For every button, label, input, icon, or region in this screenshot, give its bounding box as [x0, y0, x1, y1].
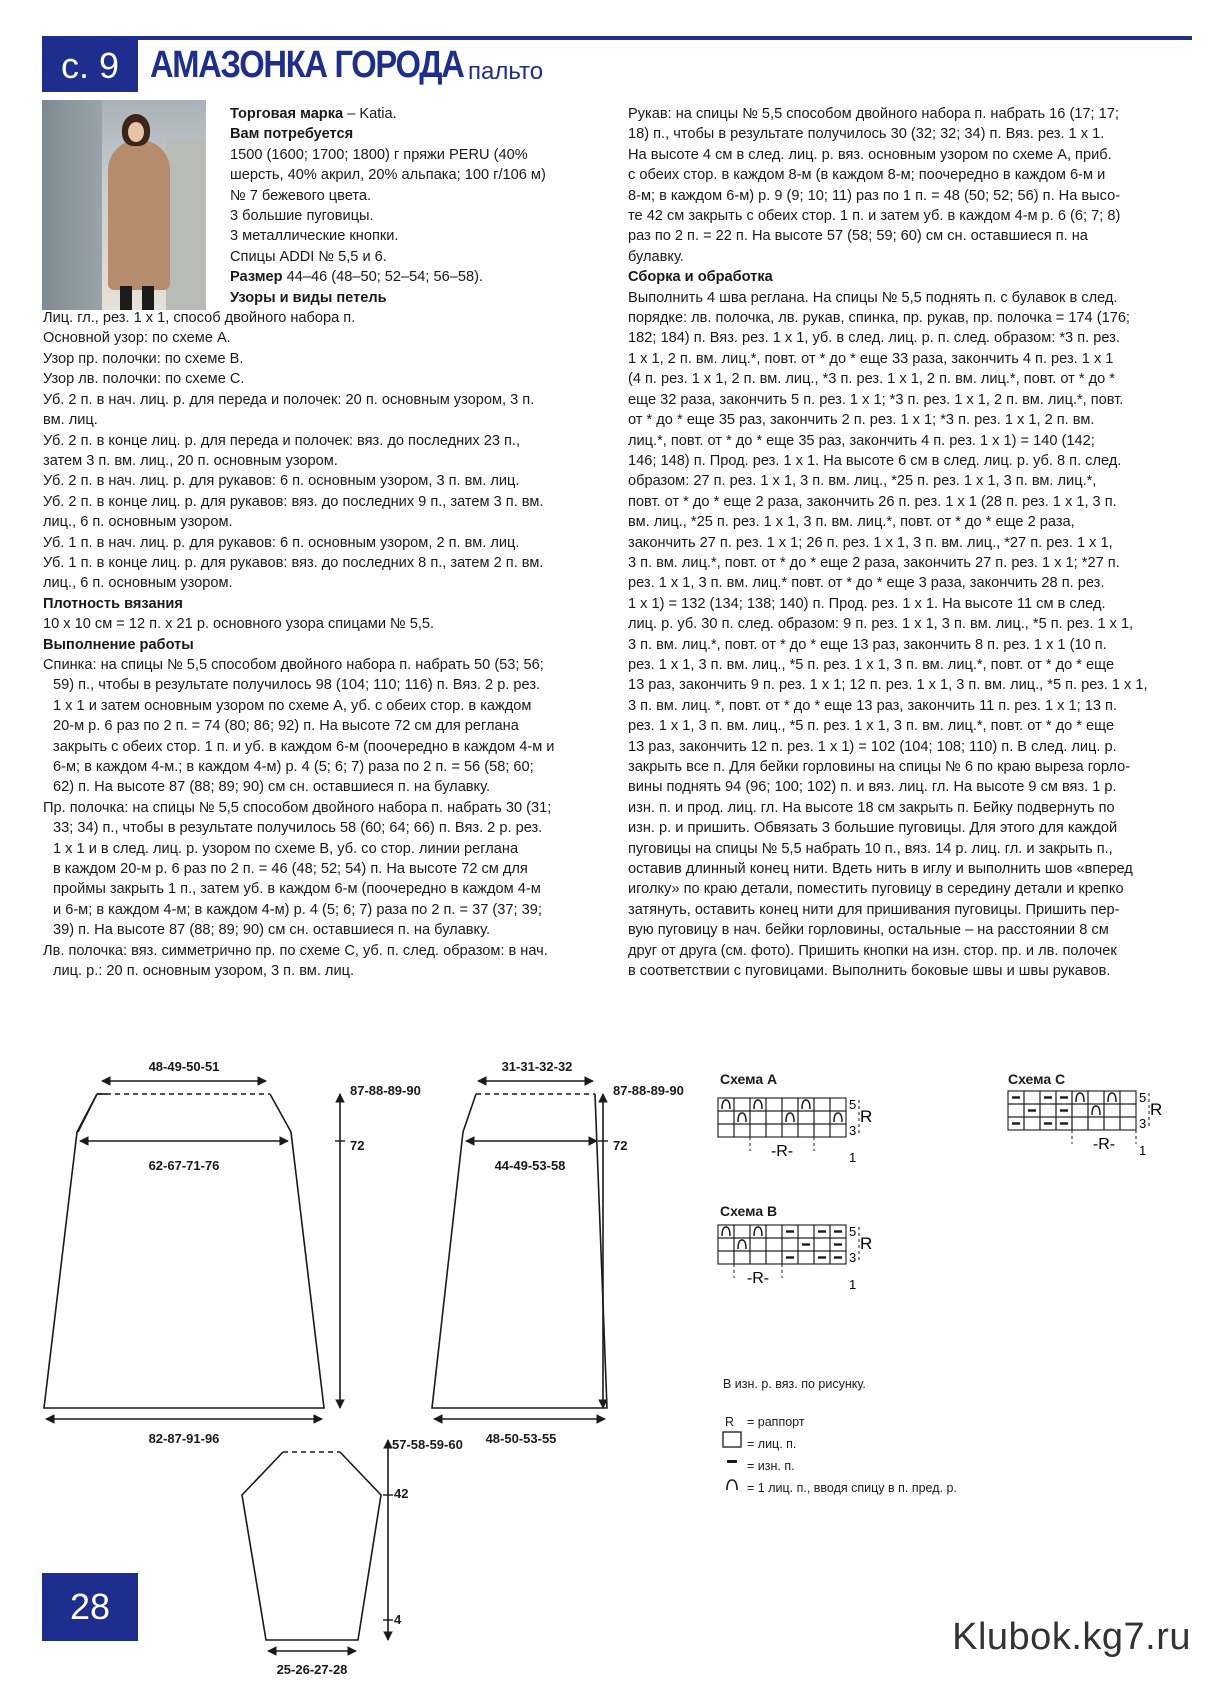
text-line: 146; 148) п. Прод. рез. 1 х 1. На высоте 6 см в след. лиц. р. уб. 8 п. след. [628, 452, 1122, 469]
purl-stitch-icon [1012, 1096, 1020, 1098]
text-line: булавку. [628, 248, 684, 265]
arch-stitch-icon [1108, 1093, 1116, 1102]
back-bottom-width: 82-87-91-96 [148, 1431, 220, 1446]
text-line: Плотность вязания [43, 595, 183, 612]
text-line: лиц., 6 п. основным узором. [43, 575, 233, 592]
text-line: друг от друга (см. фото). Пришить кнопки на изн. стор. пр. и лв. полочек [628, 942, 1117, 959]
text-line: 33; 34) п., чтобы в результате получилось 58 (60; 64; 66) п. Вяз. 2 р. рез. [53, 820, 543, 837]
legend-box-icon [723, 1432, 741, 1447]
text-line: Размер 44–46 (48–50; 52–54; 56–58). [230, 269, 483, 286]
scheme-cell [798, 1111, 814, 1124]
repeat-symbol: R [860, 1107, 873, 1126]
scheme-cell [814, 1238, 830, 1251]
text-line: повт. от * до * еще 2 раза, закончить 26 п. рез. 1 х 1 (28 п. рез. 1 х 1, 3 п. [628, 493, 1117, 510]
scheme-cell [830, 1124, 846, 1137]
text-line: 3 п. вм. лиц. *, повт. от * до * еще 13 раз, закончить 11 п. рез. 1 х 1; 13 п. [628, 697, 1117, 714]
text-line: 6-м; в каждом 4-м.; в каждом 4-м) р. 4 (5; 6; 7) раза по 2 п. = 56 (58; 60; [53, 759, 534, 775]
text-line: вины поднять 94 (96; 100; 102) п. и вяз. лиц. гл. На высоте 9 см вяз. 1 р. [628, 779, 1117, 796]
article-title: АМАЗОНКА ГОРОДА [150, 44, 464, 86]
sleeve-height-42: 42 [394, 1486, 409, 1501]
scheme-cell [1120, 1104, 1136, 1117]
scheme-cell [1088, 1091, 1104, 1104]
text-line: Уб. 2 п. в нач. лиц. р. для рукавов: 6 п. основным узором, 3 п. вм. лиц. [43, 473, 520, 490]
front-height-72: 72 [613, 1138, 628, 1153]
back-total-height: 87-88-89-90 [350, 1083, 421, 1098]
text-line: 3 большие пуговицы. [230, 208, 374, 225]
text-line: затянуть, оставить конец нити для пришивания пуговицы. Пришить пер- [628, 901, 1120, 918]
text-line: Узоры и виды петель [230, 289, 387, 306]
front-mid-width: 44-49-53-58 [494, 1158, 566, 1173]
text-line: 13 раз, закончить 12 п. рез. 1 х 1) = 102 (104; 108; 110) п. В след. лиц. р. [628, 738, 1117, 755]
text-line: иголку» по краю детали, поместить пуговицу в середину детали и крепко [628, 881, 1124, 898]
scheme-c-title: Схема С [1008, 1071, 1066, 1087]
scheme-cell [830, 1098, 846, 1111]
row-number: 5 [849, 1224, 857, 1239]
scheme-b-grid [718, 1224, 872, 1292]
text-line: Пр. полочка: на спицы № 5,5 способом двойного набора п. набрать 30 (31; [43, 799, 552, 816]
scheme-cell [1040, 1104, 1056, 1117]
scheme-cell [1008, 1104, 1024, 1117]
scheme-cell [766, 1098, 782, 1111]
text-line: Выполнить 4 шва реглана. На спицы № 5,5 поднять п. с булавок в след. [628, 289, 1118, 306]
watermark: Klubok.kg7.ru [952, 1616, 1191, 1658]
scheme-cell [718, 1111, 734, 1124]
scheme-cell [734, 1124, 750, 1137]
legend-r-symbol: R [725, 1415, 735, 1429]
text-line: 3 п. вм. лиц.*, повт. от * до * еще 13 раз, закончить 8 п. рез. 1 х 1 (10 п. [628, 636, 1107, 653]
purl-stitch-icon [1060, 1109, 1068, 1111]
scheme-cell [766, 1111, 782, 1124]
purl-stitch-icon [1044, 1122, 1052, 1124]
row-number: 3 [849, 1123, 857, 1138]
legend-arch-icon [727, 1480, 737, 1490]
purl-stitch-icon [1060, 1096, 1068, 1098]
text-line: 18) п., чтобы в результате получилось 30 (32; 32; 34) п. Вяз. рез. 1 х 1. [628, 126, 1105, 143]
text-line: с обеих стор. в каждом 8-м (в каждом 8-м; поочередно в каждом 6-м и [628, 167, 1106, 184]
article-subtitle: пальто [468, 58, 544, 85]
back-height-72: 72 [350, 1138, 365, 1153]
arch-stitch-icon [754, 1100, 762, 1109]
text-line: вую пуговицу в нач. бейки горловины, остальные – на расстоянии 8 см [628, 922, 1109, 939]
text-line: Основной узор: по схеме А. [43, 330, 231, 347]
legend-arch-text: = 1 лиц. п., вводя спицу в п. пред. р. [747, 1481, 957, 1495]
scheme-c-grid [1008, 1090, 1162, 1158]
text-line: 1 х 1 и в след. лиц. р. узором по схеме В, уб. со стор. линии реглана [53, 840, 519, 857]
legend-dash-text: = изн. п. [747, 1459, 795, 1473]
page-label: с. 9 [42, 40, 138, 92]
text-line: образом: 27 п. рез. 1 х 1, 3 п. вм. лиц., *25 п. рез. 1 х 1, 3 п. вм. лиц.*, [628, 473, 1097, 490]
purl-stitch-icon [818, 1256, 826, 1258]
repeat-bottom-label: -R- [746, 1270, 770, 1287]
text-line: Лв. полочка: вяз. симметрично пр. по схеме С, уб. п. след. образом: в нач. [43, 942, 548, 959]
purl-stitch-icon [1012, 1122, 1020, 1124]
text-line: оставив длинный конец нити. Вдеть нить в иглу и выполнить шов «вперед [628, 861, 1133, 878]
text-line: раз по 2 п. = 22 п. На высоте 57 (58; 59; 60) см сн. оставшиеся п. на [628, 228, 1088, 245]
purl-stitch-icon [834, 1230, 842, 1232]
scheme-cell [798, 1225, 814, 1238]
scheme-cell [766, 1251, 782, 1264]
text-line: изн. р. и пришить. Обвязать 3 большие пуговицы. Для этого для каждой [628, 820, 1118, 837]
scheme-cell [782, 1238, 798, 1251]
text-line: Рукав: на спицы № 5,5 способом двойного набора п. набрать 16 (17; 17; [628, 106, 1119, 122]
text-line: Спинка: на спицы № 5,5 способом двойного набора п. набрать 50 (53; 56; [43, 656, 544, 673]
text-line: закрыть все п. Для бейки горловины на спицы № 6 по краю выреза горло- [628, 759, 1131, 775]
text-line: и 6-м; в каждом 4-м; в каждом 4-м) р. 4 (5; 6; 7) раза по 2 п. = 37 (37; 39; [53, 901, 542, 918]
scheme-cell [1024, 1091, 1040, 1104]
legend-dash-icon [727, 1460, 737, 1463]
repeat-bottom-label: -R- [1092, 1136, 1116, 1153]
text-line: 13 раз, закончить 9 п. рез. 1 х 1; 12 п. рез. 1 х 1, 3 п. вм. лиц., *5 п. рез. 1 х 1, [628, 677, 1148, 694]
text-line: Лиц. гл., рез. 1 х 1, способ двойного набора п. [43, 310, 356, 327]
row-number: 1 [849, 1277, 857, 1292]
text-line: 20-м р. 6 раз по 2 п. = 74 (80; 86; 92) п. На высоте 72 см для реглана [53, 718, 519, 735]
front-bottom-width: 48-50-53-55 [485, 1431, 557, 1446]
scheme-cell [1104, 1117, 1120, 1130]
text-line: те 42 см закрыть с обеих стор. 1 п. и затем уб. в каждом 4-м р. 6 (6; 7; 8) [628, 208, 1121, 225]
repeat-bottom-label: -R- [770, 1143, 794, 1160]
scheme-cell [766, 1238, 782, 1251]
scheme-cell [750, 1111, 766, 1124]
text-line: закрыть с обеих стор. 1 п. и уб. в каждом 6-м (поочередно в каждом 4-м и [53, 738, 555, 755]
text-line: лиц., 6 п. основным узором. [43, 514, 233, 531]
scheme-cell [1088, 1117, 1104, 1130]
text-line: еще 32 раза, закончить 5 п. рез. 1 х 1; *3 п. рез. 1 х 1, 2 п. вм. лиц.*, повт. [628, 391, 1124, 408]
text-line: в каждом 20-м р. 6 раз по 2 п. = 46 (48; 52; 54) п. На высоте 72 см для [53, 861, 528, 878]
purl-stitch-icon [1060, 1122, 1068, 1124]
scheme-cell [750, 1124, 766, 1137]
arch-stitch-icon [1092, 1106, 1100, 1115]
row-number: 3 [849, 1250, 857, 1265]
scheme-a-grid [718, 1097, 872, 1165]
text-line: Спицы ADDI № 5,5 и 6. [230, 248, 387, 265]
text-line: проймы закрыть 1 п., затем уб. в каждом 6-м (поочередно в каждом 4-м [53, 881, 541, 898]
scheme-cell [750, 1251, 766, 1264]
text-line: лиц. р.: 20 п. основным узором, 3 п. вм. лиц. [53, 963, 355, 980]
arch-stitch-icon [802, 1100, 810, 1109]
scheme-cell [814, 1124, 830, 1137]
purl-stitch-icon [834, 1256, 842, 1258]
text-line: в соответствии с пуговицами. Выполнить боковые швы и швы рукавов. [628, 963, 1111, 980]
scheme-cell [1072, 1117, 1088, 1130]
text-line: 3 п. вм. лиц.*, повт. от * до * еще 2 раза, закончить 27 п. рез. 1 х 1; *27 п. [628, 554, 1120, 571]
purl-stitch-icon [1028, 1109, 1036, 1111]
repeat-symbol: R [860, 1234, 873, 1253]
scheme-cell [814, 1098, 830, 1111]
text-line: вм. лиц., *25 п. рез. 1 х 1, 3 п. вм. лиц.*, повт. от * до * еще 2 раза, [628, 514, 1075, 531]
text-line: 1 х 1) = 132 (134; 138; 140) п. Прод. рез. 1 х 1. На высоте 11 см в след. [628, 595, 1106, 612]
text-line: 1 х 1, 2 п. вм. лиц.*, повт. от * до * еще 33 раза, закончить 4 п. рез. 1 х 1 [628, 350, 1114, 367]
text-line: рез. 1 х 1, 3 п. вм. лиц., *5 п. рез. 1 х 1, 3 п. вм. лиц.*, повт. от * до * еще [628, 656, 1115, 673]
purl-stitch-icon [786, 1256, 794, 1258]
text-line: 1 х 1 и затем основным узором по схеме А, уб. с обеих стор. в каждом [53, 697, 532, 714]
sleeve-total-height: 57-58-59-60 [392, 1437, 463, 1452]
text-line: изн. п. и прод. лиц. гл. На высоте 18 см закрыть п. Бейку подвернуть по [628, 799, 1115, 816]
purl-stitch-icon [802, 1243, 810, 1245]
text-line: Уб. 2 п. в конце лиц. р. для переда и полочек: вяз. до последних 23 п., [43, 432, 521, 449]
arch-stitch-icon [1076, 1093, 1084, 1102]
scheme-a-title: Схема А [720, 1071, 778, 1087]
text-line: 39) п. На высоте 87 (88; 89; 90) см сн. оставшиеся п. на булавку. [53, 922, 490, 939]
arch-stitch-icon [722, 1227, 730, 1236]
back-mid-width: 62-67-71-76 [148, 1158, 220, 1173]
text-line: 8-м; в каждом 6-м) р. 9 (9; 10; 11) раз по 1 п. = 48 (50; 52; 56) п. На высо- [628, 187, 1121, 204]
sleeve-shape [242, 1452, 381, 1640]
text-line: вм. лиц. [43, 412, 98, 429]
text-line: На высоте 4 см в след. лиц. р. вяз. основным узором по схеме А, приб. [628, 146, 1112, 163]
text-line: Уб. 2 п. в нач. лиц. р. для переда и полочек: 20 п. основным узором, 3 п. [43, 391, 535, 408]
text-line: Уб. 1 п. в нач. лиц. р. для рукавов: 6 п. основным узором, 2 п. вм. лиц. [43, 534, 520, 551]
text-line: 59) п., чтобы в результате получилось 98 (104; 110; 116) п. Вяз. 2 р. рез. [53, 677, 541, 694]
scheme-cell [766, 1225, 782, 1238]
text-line: рез. 1 х 1, 3 п. вм. лиц., *5 п. рез. 1 х 1, 3 п. вм. лиц.*, повт. от * до * еще [628, 718, 1115, 735]
row-number: 5 [1139, 1090, 1147, 1105]
back-top-width: 48-49-50-51 [148, 1059, 220, 1074]
scheme-b-title: Схема В [720, 1203, 778, 1219]
legend-r-text: = раппорт [747, 1415, 805, 1429]
scheme-cell [1120, 1091, 1136, 1104]
purl-stitch-icon [834, 1243, 842, 1245]
row-number: 1 [1139, 1143, 1147, 1158]
text-line: Сборка и обработка [628, 269, 773, 286]
arch-stitch-icon [786, 1113, 794, 1122]
arch-stitch-icon [834, 1113, 842, 1122]
legend-note: В изн. р. вяз. по рисунку. [723, 1377, 866, 1391]
sleeve-cuff-height: 4 [394, 1612, 402, 1627]
scheme-cell [718, 1238, 734, 1251]
scheme-cell [1024, 1117, 1040, 1130]
text-line: 1500 (1600; 1700; 1800) г пряжи PERU (40% [230, 146, 528, 163]
purl-stitch-icon [786, 1230, 794, 1232]
text-line: затем 3 п. вм. лиц., 20 п. основным узором. [43, 452, 338, 469]
front-top-width: 31-31-32-32 [501, 1059, 573, 1074]
scheme-cell [750, 1238, 766, 1251]
text-line: Узор лв. полочки: по схеме С. [43, 371, 245, 388]
scheme-cell [718, 1124, 734, 1137]
text-line: закончить 27 п. рез. 1 х 1; 26 п. рез. 1 х 1, 3 п. вм. лиц., *27 п. рез. 1 х 1, [628, 534, 1113, 551]
text-line: 182; 184) п. Вяз. рез. 1 х 1, уб. в след. лиц. р. п. след. образом: *3 п. рез. [628, 330, 1120, 347]
text-line: пуговицы на спицы № 5,5 набрать 10 п., вяз. 14 р. лиц. гл. и закрыть п., [628, 840, 1113, 857]
scheme-cell [734, 1098, 750, 1111]
scheme-cell [798, 1251, 814, 1264]
arch-stitch-icon [738, 1113, 746, 1122]
text-line: Уб. 2 п. в конце лиц. р. для рукавов: вяз. до последних 9 п., затем 3 п. вм. [43, 493, 544, 510]
text-line: порядке: лв. полочка, лв. рукав, спинка, пр. рукав, пр. полочка = 174 (176; [628, 310, 1130, 327]
scheme-cell [1072, 1104, 1088, 1117]
text-line: Уб. 1 п. в конце лиц. р. для рукавов: вяз. до последних 8 п., затем 2 п. вм. [43, 554, 544, 571]
scheme-cell [734, 1225, 750, 1238]
text-line: 10 х 10 см = 12 п. х 21 р. основного узора спицами № 5,5. [43, 616, 435, 633]
text-line: лиц.*, повт. от * до * еще 35 раз, закончить 4 п. рез. 1 х 1) = 140 (142; [628, 432, 1095, 449]
text-line: Выполнение работы [43, 636, 194, 653]
repeat-symbol: R [1150, 1100, 1163, 1119]
scheme-cell [814, 1111, 830, 1124]
sleeve-bottom-width: 25-26-27-28 [276, 1662, 348, 1677]
row-number: 5 [849, 1097, 857, 1112]
arch-stitch-icon [738, 1240, 746, 1249]
arch-stitch-icon [722, 1100, 730, 1109]
legend-box-text: = лиц. п. [747, 1437, 797, 1451]
scheme-cell [782, 1124, 798, 1137]
text-line: № 7 бежевого цвета. [230, 187, 372, 204]
back-armhole-left [78, 1094, 97, 1132]
text-line: Торговая марка – Katia. [230, 106, 397, 122]
arch-stitch-icon [754, 1227, 762, 1236]
scheme-cell [798, 1124, 814, 1137]
scheme-cell [718, 1251, 734, 1264]
text-line: от * до * еще 35 раз, закончить 2 п. рез. 1 х 1; *3 п. рез. 1 х 1, 2 п. вм. [628, 412, 1095, 429]
row-number: 3 [1139, 1116, 1147, 1131]
scheme-cell [1120, 1117, 1136, 1130]
front-total-height: 87-88-89-90 [613, 1083, 684, 1098]
scheme-cell [782, 1098, 798, 1111]
row-number: 1 [849, 1150, 857, 1165]
scheme-cell [734, 1251, 750, 1264]
purl-stitch-icon [1044, 1096, 1052, 1098]
text-line: Узор пр. полочки: по схеме B. [43, 350, 244, 367]
text-line: (4 п. рез. 1 х 1, 2 п. вм. лиц., *3 п. рез. 1 х 1, 2 п. вм. лиц.*, повт. от * до * [628, 371, 1115, 388]
text-line: шерсть, 40% акрил, 20% альпака; 100 г/106 м) [230, 167, 546, 184]
text-line: 62) п. На высоте 87 (88; 89; 90) см сн. оставшиеся п. на булавку. [53, 779, 490, 796]
scheme-cell [1104, 1104, 1120, 1117]
purl-stitch-icon [818, 1230, 826, 1232]
text-line: 3 металлические кнопки. [230, 228, 399, 245]
page-number: 28 [42, 1573, 138, 1641]
text-line: лиц. р. уб. 30 п. след. образом: 9 п. рез. 1 х 1, 3 п. вм. лиц., *5 п. рез. 1 х 1, [628, 616, 1134, 633]
text-line: Вам потребуется [230, 126, 354, 143]
scheme-cell [766, 1124, 782, 1137]
text-line: рез. 1 х 1, 3 п. вм. лиц.* повт. от * до * еще 3 раза, закончить 28 п. рез. [628, 575, 1105, 592]
